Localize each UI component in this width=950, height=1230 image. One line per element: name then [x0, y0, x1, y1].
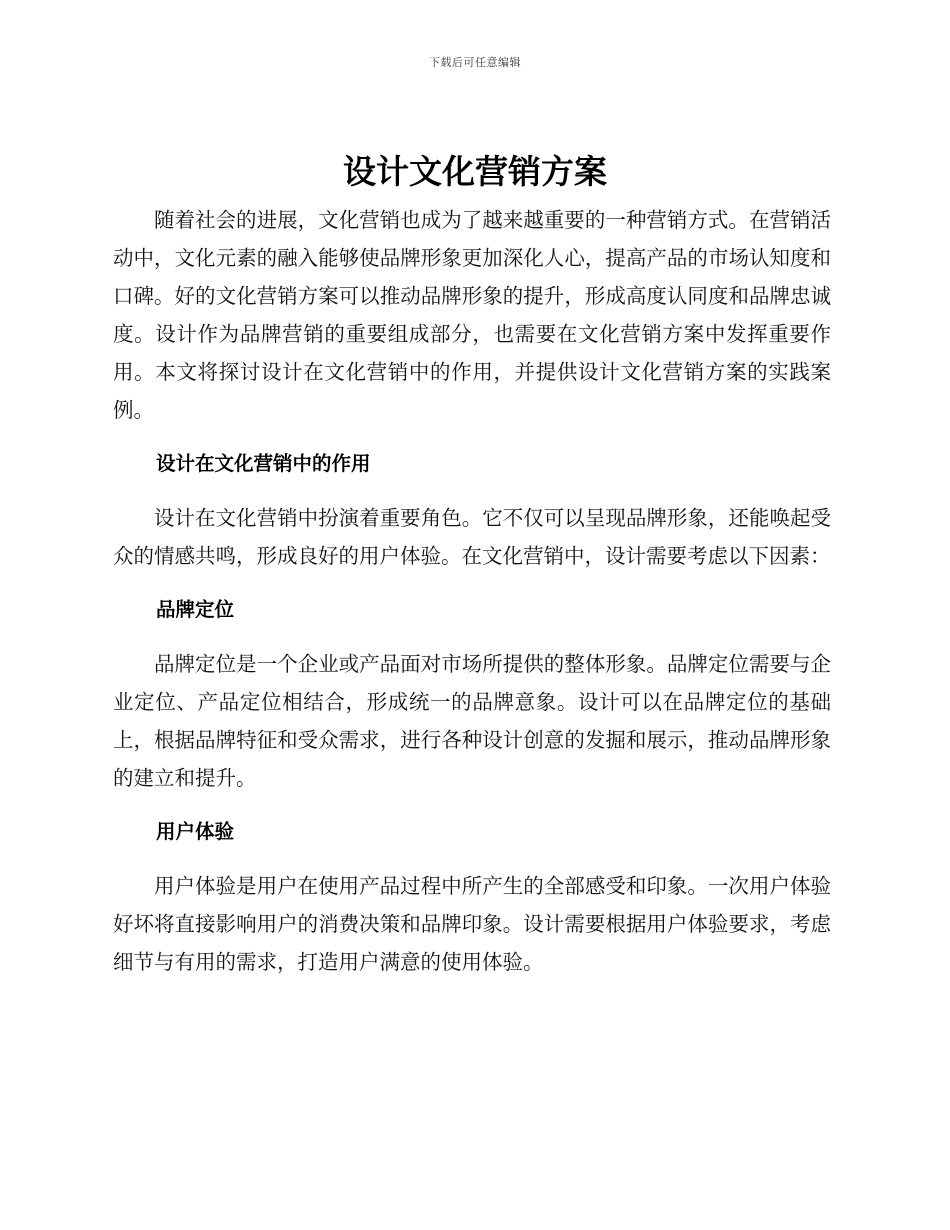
- intro-paragraph: 随着社会的进展，文化营销也成为了越来越重要的一种营销方式。在营销活动中，文化元素的融入能够使品牌形象更加深化人心，提高产品的市场认知度和口碑。好的文化营销方案可以推动品牌形象的提升，形成高度认同度和品牌忠诚度。设计作为品牌营销的重要组成部分，也需要在文化营销方案中发挥重要作用。本文将探讨设计在文化营销中的作用，并提供设计文化营销方案的实践案例。: [113, 208, 831, 422]
- section-paragraph: 设计在文化营销中扮演着重要角色。它不仅可以呈现品牌形象，还能唤起受众的情感共鸣，形成良好的用户体验。在文化营销中，设计需要考虑以下因素：: [113, 506, 831, 568]
- section-brand-positioning: [113, 591, 831, 797]
- document-body: [113, 201, 831, 981]
- section-heading: 品牌定位: [156, 598, 235, 621]
- section-heading: 设计在文化营销中的作用: [156, 452, 371, 475]
- section-heading: 用户体验: [156, 820, 235, 843]
- section-paragraph: 用户体验是用户在使用产品过程中所产生的全部感受和印象。一次用户体验好坏将直接影响用户的消费决策和品牌印象。设计需要根据用户体验要求，考虑细节与有用的需求，打造用户满意的使用体验。: [113, 874, 831, 974]
- document-title: 设计文化营销方案: [343, 152, 607, 191]
- section-paragraph: 品牌定位是一个企业或产品面对市场所提供的整体形象。品牌定位需要与企业定位、产品定位相结合，形成统一的品牌意象。设计可以在品牌定位的基础上，根据品牌特征和受众需求，进行各种设计创意的发掘和展示，推动品牌形象的建立和提升。: [113, 652, 831, 790]
- page-header-note: 下载后可任意编辑: [429, 56, 521, 69]
- section-user-experience: [113, 813, 831, 981]
- section-design-role: [113, 445, 831, 575]
